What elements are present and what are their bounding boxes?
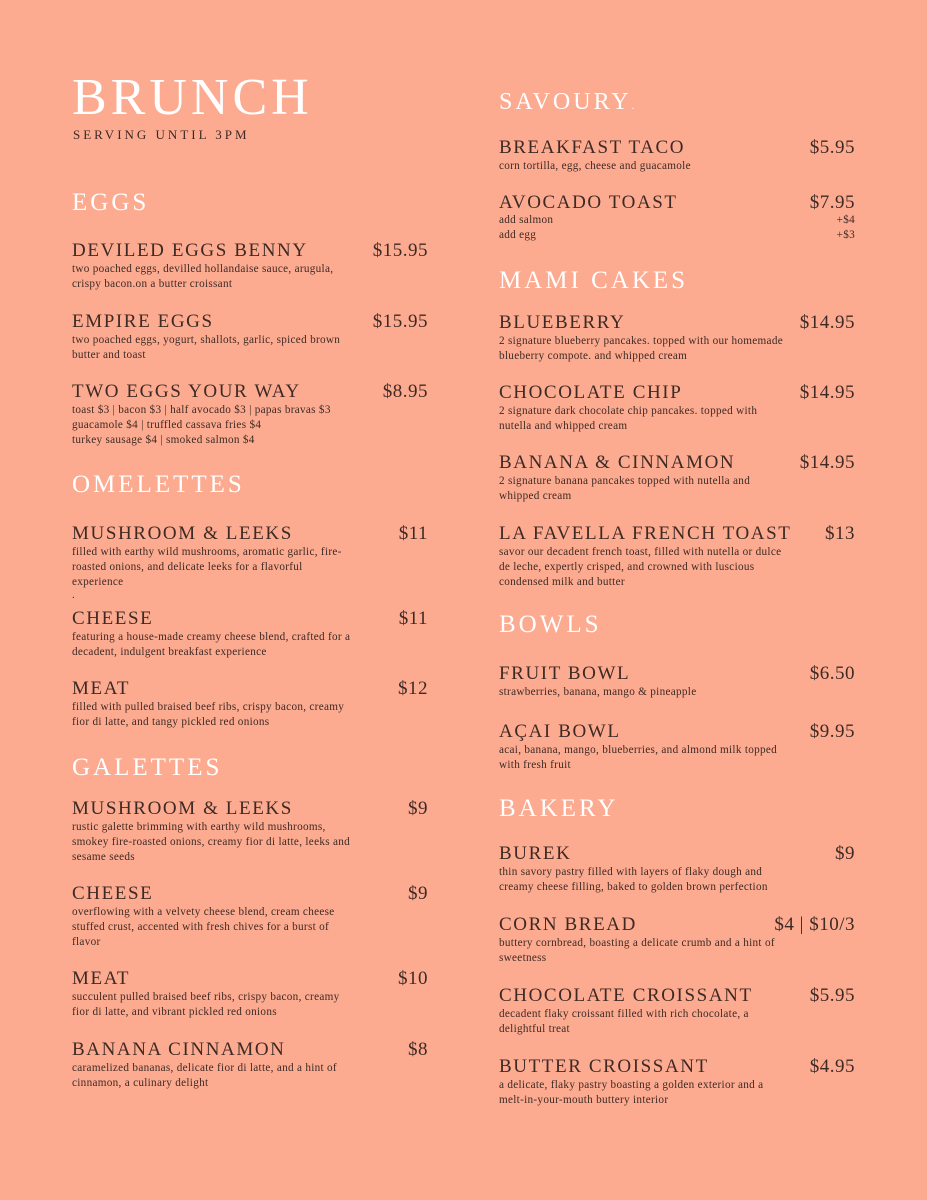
item-name: DEVILED EGGS BENNY [72,240,308,261]
menu-item [72,883,428,950]
item-name: MEAT [72,968,131,989]
section-title-galettes: GALETTES [72,754,223,781]
item-price: $4.95 [809,1056,855,1077]
item-description-line: turkey sausage $4 | smoked salmon $4 [72,434,255,446]
item-description: buttery cornbread, boasting a delicate crumb and a hint of sweetness [499,937,775,964]
addon-label: add salmon [499,214,554,226]
menu-item [72,798,428,865]
item-description: decadent flaky croissant filled with rich chocolate, a delightful treat [499,1008,749,1035]
item-description: 2 signature dark chocolate chip pancakes. topped with nutella and whipped cream [499,405,758,432]
item-name: CHOCOLATE CROISSANT [499,985,753,1006]
item-price: $4 | $10/3 [774,914,855,935]
item-name: MUSHROOM & LEEKS [72,798,293,819]
item-name: FRUIT BOWL [499,663,631,684]
section-title-bowls: BOWLS [499,611,602,638]
menu-title: BRUNCH [72,69,313,126]
item-name: CHEESE [72,608,154,629]
item-description: strawberries, banana, mango & pineapple [499,686,697,698]
item-name: CORN BREAD [499,914,637,935]
addon-price: +$3 [836,229,855,241]
item-description: thin savory pastry filled with layers of flaky dough and creamy cheese filling, baked to golden brown perfection [499,866,768,893]
section-title-mami-cakes: MAMI CAKES [499,267,689,294]
menu-item [72,1039,428,1091]
item-description: corn tortilla, egg, cheese and guacamole [499,160,691,172]
menu-item [72,523,428,600]
menu-item [499,1056,855,1108]
menu-item [499,843,855,895]
item-price: $14.95 [799,452,855,473]
item-price: $5.95 [809,137,855,158]
item-description [72,403,372,448]
menu-item [72,381,428,448]
menu-item [72,968,428,1020]
menu-item [499,663,855,700]
menu-item [72,240,428,292]
item-description: acai, banana, mango, blueberries, and almond milk topped with fresh fruit [499,744,778,771]
item-description: succulent pulled braised beef ribs, crispy bacon, creamy fior di latte, and vibrant pickled red onions [72,991,340,1018]
item-name: BREAKFAST TACO [499,137,686,158]
item-description: two poached eggs, yogurt, shallots, garlic, spiced brown butter and toast [72,334,341,361]
item-description: filled with pulled braised beef ribs, crispy bacon, creamy fior di latte, and tangy pickled red onions [72,701,345,728]
addon-row [499,214,855,229]
menu-subtitle: SERVING UNTIL 3PM [73,127,250,142]
item-price: $12 [398,678,428,699]
item-description: rustic galette brimming with earthy wild mushrooms, smokey fire-roasted onions, creamy fior di latte, leeks and sesame seeds [72,821,351,863]
addon-row [499,229,855,244]
item-description-line: toast $3 | bacon $3 | half avocado $3 | papas bravas $3 [72,404,331,416]
menu-item [72,678,428,730]
item-description: overflowing with a velvety cheese blend, cream cheese stuffed crust, accented with fresh chives for a burst of flavor [72,906,335,948]
section-title-bakery: BAKERY [499,795,619,822]
menu-item [72,311,428,363]
item-price: $14.95 [799,312,855,333]
item-description: 2 signature banana pancakes topped with nutella and whipped cream [499,475,751,502]
item-description: caramelized bananas, delicate fior di latte, and a hint of cinnamon, a culinary delight [72,1062,337,1089]
menu-item [499,312,855,364]
section-title-eggs: EGGS [72,189,150,216]
item-name: MUSHROOM & LEEKS [72,523,293,544]
item-name: BUTTER CROISSANT [499,1056,709,1077]
section-title-savoury: SAVOURY. [499,89,638,115]
menu-item [499,192,855,244]
item-price: $11 [398,523,428,544]
item-price: $8 [408,1039,428,1060]
item-price: $9.95 [809,721,855,742]
menu-item [499,382,855,434]
item-description: savor our decadent french toast, filled with nutella or dulce de leche, expertly crisped, and crowned with luscious condensed milk and butter [499,546,782,588]
menu-item [499,721,855,773]
item-price: $5.95 [809,985,855,1006]
menu-item [499,523,855,590]
item-name: CHOCOLATE CHIP [499,382,683,403]
item-price: $9 [408,798,428,819]
section-title-omelettes: OMELETTES [72,471,245,498]
item-price: $8.95 [382,381,428,402]
item-description: 2 signature blueberry pancakes. topped with our homemade blueberry compote. and whipped cream [499,335,783,362]
item-description: featuring a house-made creamy cheese blend, crafted for a decadent, indulgent breakfast experience [72,631,351,658]
item-description: filled with earthy wild mushrooms, aromatic garlic, fire-roasted onions, and delicate leeks for a flavorful experience [72,546,342,588]
item-price: $9 [835,843,855,864]
addon-label: add egg [499,229,537,241]
menu-item [499,137,855,174]
item-name: CHEESE [72,883,154,904]
item-name: BANANA & CINNAMON [499,452,736,473]
item-description-line: guacamole $4 | truffled cassava fries $4 [72,419,262,431]
item-description: two poached eggs, devilled hollandaise sauce, arugula, crispy bacon.on a butter croissant [72,263,334,290]
item-name: EMPIRE EGGS [72,311,214,332]
item-name: BLUEBERRY [499,312,626,333]
item-price: $13 [825,523,855,544]
item-name: AÇAI BOWL [499,721,621,742]
item-name: AVOCADO TOAST [499,192,678,213]
item-name: BUREK [499,843,572,864]
item-price: $7.95 [809,192,855,213]
item-price: $10 [398,968,428,989]
item-price: $14.95 [799,382,855,403]
item-price: $6.50 [809,663,855,684]
stray-dot: . [72,589,75,601]
item-name: MEAT [72,678,131,699]
item-name: TWO EGGS YOUR WAY [72,381,301,402]
item-price: $9 [408,883,428,904]
item-description: a delicate, flaky pastry boasting a golden exterior and a melt-in-your-mouth buttery interior [499,1079,764,1106]
menu-item [499,914,855,966]
item-name: LA FAVELLA FRENCH TOAST [499,523,792,544]
item-name: BANANA CINNAMON [72,1039,286,1060]
menu-item [499,452,855,504]
item-price: $15.95 [372,240,428,261]
menu-item [72,608,428,660]
addon-price: +$4 [836,214,855,226]
item-price: $15.95 [372,311,428,332]
menu-item [499,985,855,1037]
item-price: $11 [398,608,428,629]
